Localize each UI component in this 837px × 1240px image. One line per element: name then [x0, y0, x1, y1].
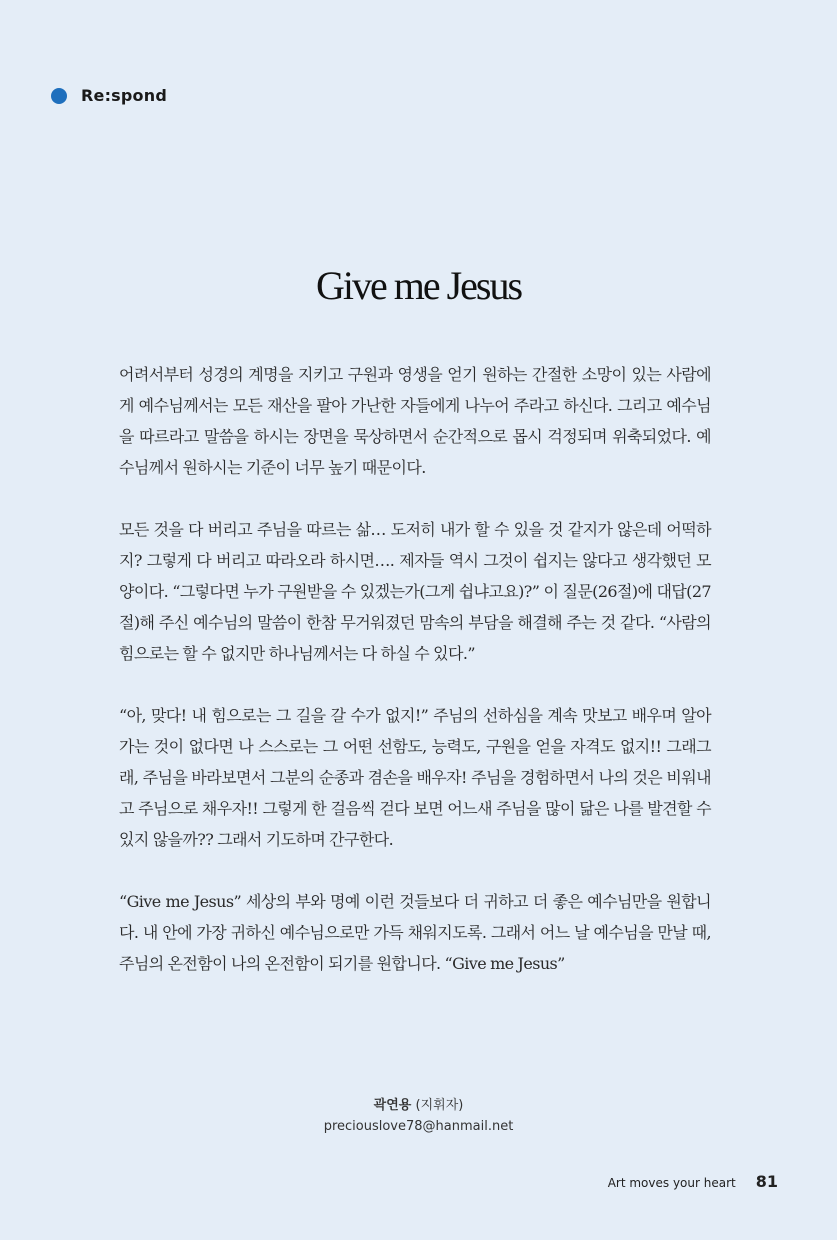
- article-title: Give me Jesus: [315, 263, 522, 308]
- page-footer: [608, 1172, 778, 1191]
- article-paragraph: 어려서부터 성경의 계명을 지키고 구원과 영생을 얻기 원하는 간절한 소망이 있는 사람에게 예수님께서는 모든 재산을 팔아 가난한 자들에게 나누어 주라고 하신다. 그리고 예수님을 따르라고 말씀을 하시는 장면을 묵상하면서 순간적으로 몹시 걱정되며 위축되었다. 예수님께서 원하시는 기준이 너무 높기 때문이다.: [119, 365, 711, 477]
- section-bullet-icon: [51, 88, 67, 104]
- author-name: 곽연용: [373, 1098, 412, 1113]
- article-paragraph: “Give me Jesus” 세상의 부와 명예 이런 것들보다 더 귀하고 더 좋은 예수님만을 원합니다. 내 안에 가장 귀하신 예수님으로만 가득 채워지도록. 그래서 어느 날 예수님을 만날 때, 주님의 온전함이 나의 온전함이 되기를 원합니다. “Give me Jesus”: [119, 892, 711, 973]
- author-block: [0, 1095, 837, 1137]
- article-paragraph: 모든 것을 다 버리고 주님을 따르는 삶… 도저히 내가 할 수 있을 것 같지가 않은데 어떡하지? 그렇게 다 버리고 따라오라 하시면…. 제자들 역시 그것이 쉽지는 않다고 생각했던 모양이다. “그렇다면 누가 구원받을 수 있겠는가(그게 쉽냐고요)?” 이 질문(26절)에 대답(27절)해 주신 예수님의 말씀이 한참 무거워졌던 맘속의 부담을 해결해 주는 것 같다. “사람의 힘으로는 할 수 없지만 하나님께서는 다 하실 수 있다.”: [119, 520, 711, 663]
- article-body: [119, 359, 711, 1010]
- author-line: [0, 1095, 837, 1116]
- footer-tagline: Art moves your heart: [607, 1176, 736, 1190]
- section-label: Re:spond: [81, 86, 167, 105]
- page-number: 81: [755, 1172, 778, 1191]
- author-role: (지휘자): [415, 1098, 464, 1113]
- section-tag: [51, 86, 167, 105]
- author-email: preciouslove78@hanmail.net: [323, 1119, 514, 1134]
- article-paragraph: “아, 맞다! 내 힘으로는 그 길을 갈 수가 없지!” 주님의 선하심을 계속 맛보고 배우며 알아가는 것이 없다면 나 스스로는 그 어떤 선함도, 능력도, 구원을 얻을 자격도 없지!! 그래그래, 주님을 바라보면서 그분의 순종과 겸손을 배우자! 주님을 경험하면서 나의 것은 비워내고 주님으로 채우자!! 그렇게 한 걸음씩 걷다 보면 어느새 주님을 많이 닮은 나를 발견할 수 있지 않을까?? 그래서 기도하며 간구한다.: [119, 706, 711, 849]
